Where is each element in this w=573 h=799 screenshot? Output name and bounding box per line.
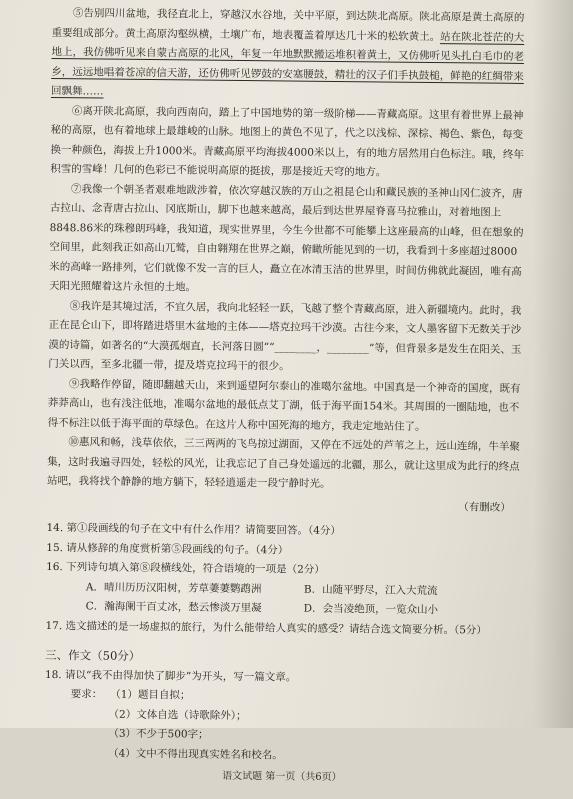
option-d: D．会当凌绝顶，一览众山小: [303, 602, 439, 617]
requirement-1: （1）题目自拟；: [110, 688, 191, 702]
paragraph-5-underlined-sentence: 站在陕北苍茫的大地上，我仿佛听见来自蒙古高原的北风，年复一年地默默搬运堆积着黄土，又仿佛听见头扎白毛巾的老乡，远远地唱着苍凉的信天游，还仿佛听见锣鼓的安塞腰鼓，精壮的汉子们手执鼓槌，鲜艳的红绸带来回飘舞……: [51, 30, 525, 98]
paragraph-10: ⑩惠风和畅，浅草依依，三三两两的飞鸟掠过湖面，又停在不远处的芦苇之上，远山连绵，牛羊聚集，这时我遍寻四处，轻松的风光，让我忘记了自己身处遥远的北疆，那么，就让这里成为此行的终点站吧，我将找个静静的地方躺下，轻轻逍遥走一段宁静时光。: [46, 436, 520, 490]
paragraph-7: ⑦我像一个朝圣者艰难地跋涉着，依次穿越汉族的万山之祖昆仑山和藏民族的圣神山冈仁波齐，唐古拉山、念青唐古拉山、冈底斯山，脚下也越来越高，最后到达世界屋脊喜马拉雅山，对着地图上8848.86米的珠穆朗玛峰，我知道，现实世界里，今生今世都不可能攀上这座最高的山峰，但在想象的空间里，此刻我正如高山兀鹫，自由翱翔在世界之巅，俯瞰所能见到的一切，我看到十多座超过8000米的高峰一路排列，它们就像不发一言的巨人，矗立在冰清玉洁的世界里，时间仿佛就此凝固，唯有高天阳光照耀着这片永恒的土地。: [48, 182, 524, 294]
requirement-4: （4）文中不得出现真实姓名和校名。: [108, 747, 283, 761]
paragraph-5-text: ⑤告别四川盆地，我径直北上，穿越汉水谷地，关中平原，到达陕北高原。陕北高原是黄土高原的重要组成部分。黄土高原沟壑纵横，土壤广布，地表覆盖着厚达几十米的松软黄土。: [51, 7, 525, 43]
writing-requirements: [44, 685, 521, 768]
question-16-options: [46, 577, 522, 621]
exam-content: [44, 4, 528, 799]
paragraph-8: ⑧我许是其境过活，不宜久居，我向北轻轻一跃，飞越了整个青藏高原，进入新疆境内。此时，我正在昆仑山下，即将踏进塔里木盆地的主体——塔克拉玛干沙漠。古往今来，文人墨客留下无数关于沙漠的诗篇，如著名的“大漠孤烟直，长河落日圆”“________，________”等，但背景多是发生在阳关、玉门关以西，至多北疆一带，提及塔克拉玛干的很少。: [48, 299, 522, 373]
option-c: C．瀚海阑干百丈冰，愁云惨淡万里凝: [85, 600, 262, 615]
source-note: （有删改）: [458, 500, 511, 514]
question-16: 16. 下列诗句填入第⑧段横线处，符合语境的一项是（2分）: [46, 560, 325, 576]
writing-section-title: 三、作文（50分）: [45, 647, 141, 663]
requirement-3: （3）不少于500字；: [108, 727, 209, 741]
question-14: 14. 第①段画线的句子在文中有什么作用？请简要回答。（4分）: [46, 521, 342, 538]
page-edge-shadow: [533, 0, 573, 728]
page-footer: 语文试题 第一页（共6页）: [222, 770, 342, 784]
question-18: 18. 请以“我不由得加快了脚步”为开头，写一篇文章。: [44, 668, 297, 684]
requirements-label: 要求：: [70, 688, 103, 701]
paragraph-5: [51, 4, 528, 106]
paragraph-6: ⑥离开陕北高原，我向西南向，踏上了中国地势的第一级阶梯——青藏高原。这里有着世界上最神秘的高原，也有着地球上最雄峻的山脉。地图上的黄色不见了，代之以浅棕、深棕、褐色、紫色，每变换一种颜色，海拔上升1000米。青藏高原平均海拔4000米以上，有的地方居然用白色标注。哦，终年积雪的雪峰！几何的色彩已不能说明高原的挺拔，那是接近天穹的地方。: [50, 104, 524, 179]
question-15: 15. 请从修辞的角度赏析第⑤段画线的句子。（4分）: [46, 541, 289, 557]
requirement-2: （2）文体自选（诗歌除外）；: [108, 708, 247, 722]
question-17: 17. 选文描述的是一场虚拟的旅行，为什么能带给人真实的感受？请结合选文简要分析。（5分）: [45, 619, 487, 637]
option-a: A．晴川历历汉阳树，芳草萋萋鹦鹉洲: [85, 580, 262, 595]
paragraph-9: ⑨我略作停留，随即翻越天山，来到遥望阿尔泰山的准噶尔盆地。中国真是一个神奇的国度，既有莽莽高山，也有浅注低地，准噶尔盆地的最低点艾丁湖，低于海平面154米。其周围的一圈陆地，也不得不标注以低于海平面的草绿色。在这片人称中国死海的地方，我走定地站住了。: [47, 377, 521, 433]
option-b: B．山随平野尽，江入大荒流: [303, 583, 438, 597]
